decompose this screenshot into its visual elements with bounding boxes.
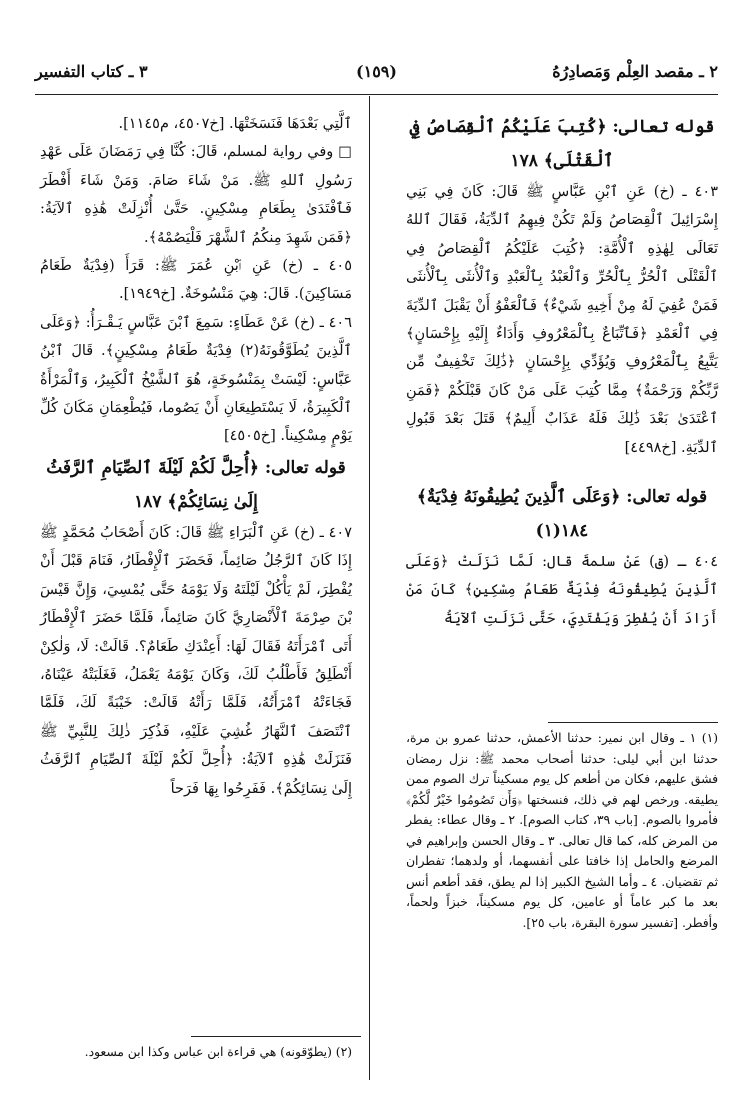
- column-divider: [369, 96, 370, 1080]
- muslim-narration: □ وفي رواية لمسلم، قَالَ: كُنَّا فِي رَمَضَانَ عَلَى عَهْدِ رَسُولِ ٱللهِ ﷺ. مَنْ شَاءَ صَامَ. وَمَنْ شَاءَ أَفْطَرَ فَٱفْتَدَىٰ بِطَعَامِ مِسْكِينٍ. حَتَّىٰ أُنْزِلَتْ هَٰذِهِ ٱلآيَةُ: ﴿فَمَن شَهِدَ مِنكُمُ ٱلشَّهْرَ فَلْيَصُمْهُ﴾.: [40, 144, 352, 246]
- verse-heading-187: قوله تعالى: ﴿أُحِلَّ لَكُمْ لَيْلَةَ ٱلصِّيَامِ ٱلرَّفَثُ إِلَىٰ نِسَائِكُمْ﴾ ١٨٧: [46, 457, 346, 512]
- footnote-1: (١) ١ ـ وقال ابن نمير: حدثنا الأعمش، حدثنا عمرو بن مرة، حدثنا ابن أبي ليلى: حدثنا أصحاب محمد ﷺ: نزل رمضان فشق عليهم، فكان من أطعم كل يوم مسكيناً ترك الصوم ممن يطيقه. ورخص لهم في ذلك، فنسختها ﴿وَأَن تَصُومُوا خَيْرٌ لَّكُمْ﴾ فأمروا بالصوم. [باب ٣٩، كتاب الصوم]. ٢ ـ وقال عطاء: يفطر من المرض كله، كما قال تعالى. ٣ ـ وقال الحسن وإبراهيم في المرضع والحامل إذا خافتا على أنفسهما، أو ولدهما؛ تفطران ثم تقضيان. ٤ ـ وأما الشيخ الكبير إذا لم يطق، فقد أطعم أنس بعد ما كبر عاماً أو عامين، كل يوم مسكيناً، خبزاً ولحماً، وأفطر. [تفسير سورة البقرة، باب ٢٥].: [406, 731, 719, 930]
- right-column: [406, 110, 718, 633]
- footnote-2: (٢) (يطوّقونه) هي قراءة ابن عباس وكذا ابن مسعود.: [84, 1045, 352, 1059]
- page-header: [35, 58, 718, 92]
- hadith-404-continuation: ٱلَّتِي بَعْدَهَا فَنَسَخَتْهَا. [خ٤٥٠٧، م١١٤٥].: [118, 116, 352, 132]
- footnote-rule-right: [548, 722, 718, 723]
- hadith-406: ٤٠٦ ـ (خ) عَنْ عَطَاءٍ: سَمِعَ ٱبْنَ عَبَّاسٍ يَـقْـرَأُ: ﴿وَعَلَى ٱلَّذِينَ يُطَوَّقُونَهُ(٢) فِدْيَةٌ طَعَامُ مِسْكِينٍ﴾. قَالَ ٱبْنُ عَبَّاسٍ: لَيْسَتْ بِمَنْسُوخَةٍ، هُوَ ٱلشَّيْخُ ٱلْكَبِيرُ، وَٱلْمَرْأَةُ ٱلْكَبِيرَةُ، لَا يَسْتَطِيعَانِ أَنْ يَصُوما، فَيُطْعِمَانِ مَكَانَ كُلِّ يَوْمٍ مِسْكِيناً. [خ٤٥٠٥]: [40, 314, 352, 445]
- header-book-title: ٣ ـ كتاب التفسير: [35, 62, 148, 81]
- hadith-403: ٤٠٣ ـ (خ) عَنِ ٱبْنِ عَبَّاسٍ ﷺ قَالَ: كَانَ فِي بَنِي إِسْرَائِيلَ ٱلْقِصَاصُ وَلَمْ تَكُنْ فِيهِمُ ٱلدِّيَةُ، فَقَالَ ٱللهُ تَعَالَى لِهٰذِهِ ٱلْأُمَّةِ: ﴿كُتِبَ عَلَيْكُمُ ٱلْقِصَاصُ فِي ٱلْقَتْلَى ٱلْحُرُّ بِٱلْحُرِّ وَٱلْعَبْدُ بِٱلْعَبْدِ وَٱلْأُنثَى بِٱلْأُنثَى فَمَنْ عُفِيَ لَهُ مِنْ أَخِيهِ شَيْءٌ﴾ فَٱلْعَفْوُ أَنْ يَقْبَلَ ٱلدِّيَةَ فِي ٱلْعَمْدِ ﴿فَٱتِّبَاعٌ بِٱلْمَعْرُوفِ وَأَدَاءٌ إِلَيْهِ بِإِحْسَانٍ﴾ يَتَّبِعُ بِٱلْمَعْرُوفِ وَيُؤَدِّي بِإِحْسَانٍ ﴿ذَٰلِكَ تَخْفِيفٌ مِّن رَّبِّكُمْ وَرَحْمَةٌ﴾ مِمَّا كُتِبَ عَلَى مَنْ كَانَ قَبْلَكُمْ ﴿فَمَنِ ٱعْتَدَىٰ بَعْدَ ذَٰلِكَ فَلَهُ عَذَابٌ أَلِيمٌ﴾ قَتَلَ بَعْدَ قَبُولِ ٱلدِّيَةِ. [خ٤٤٩٨]: [406, 184, 718, 456]
- header-section-title: ٢ ـ مقصد العِلْم وَمَصادِرُهُ: [552, 62, 718, 81]
- page-number: (١٥٩): [356, 62, 397, 81]
- left-column: [40, 110, 352, 803]
- header-rule: [35, 94, 718, 95]
- hadith-405: ٤٠٥ ـ (خ) عَنِ ٱبْنِ عُمَرَ ﷺ: قَرَأَ (فِدْيَةٌ طَعَامُ مَسَاكِينَ). قَالَ: هِيَ مَنْسُوخَةٌ. [خ١٩٤٩].: [40, 258, 352, 303]
- hadith-407: ٤٠٧ ـ (خ) عَنِ ٱلْبَرَاءِ ﷺ قَالَ: كَانَ أَصْحَابُ مُحَمَّدٍ ﷺ إِذَا كَانَ ٱلرَّجُلُ صَائِماً، فَحَضَرَ ٱلْإِفْطَارُ، فَنَامَ قَبْلَ أَنْ يُفْطِرَ، لَمْ يَأْكُلْ لَيْلَتَهُ وَلَا يَوْمَهُ حَتَّى يُمْسِيَ، وَإِنَّ قَيْسَ بْنَ صِرْمَةَ ٱلْأَنْصَارِيَّ كَانَ صَائِماً، فَلَمَّا حَضَرَ ٱلْإِفْطَارُ أَتَى ٱمْرَأَتَهُ فَقَالَ لَهَا: أَعِنْدَكِ طَعَامٌ؟. قَالَتْ: لَا، وَلٰكِنْ أَنْطَلِقُ فَأَطْلُبُ لَكَ، وَكَانَ يَوْمَهُ يَعْمَلُ، فَغَلَبَتْهُ عَيْنَاهُ، فَجَاءَتْهُ ٱمْرَأَتُهُ، فَلَمَّا رَأَتْهُ قَالَتْ: خَيْبَةً لَكَ، فَلَمَّا ٱنْتَصَفَ ٱلنَّهَارُ غُشِيَ عَلَيْهِ، فَذُكِرَ ذٰلِكَ لِلنَّبِيِّ ﷺ فَنَزَلَتْ هَٰذِهِ ٱلآيَةُ: ﴿أُحِلَّ لَكُمْ لَيْلَةَ ٱلصِّيَامِ ٱلرَّفَثُ إِلَىٰ نِسَائِكُمْ﴾. فَفَرِحُوا بِهَا فَرَحاً: [40, 524, 352, 797]
- verse-heading-178: قوله تعالى: ﴿كُتِبَ عَلَيْكُمُ ٱلْقِصَاصُ فِي ٱلْقَتْلَى﴾ ١٧٨: [409, 117, 715, 171]
- verse-heading-184: قوله تعالى: ﴿وَعَلَى ٱلَّذِينَ يُطِيقُونَهُ فِدْيَةٌ﴾ ١٨٤(١): [416, 487, 708, 542]
- hadith-404: ٤٠٤ ـ (ق) عَنْ سلمةَ قال: لَمَّا نَزَلَتْ ﴿وَعَلَى ٱلَّذِينَ يُطِيقُونَهُ فِدْيَةٌ طَعَامُ مِسْكِينٍ﴾ كَانَ مَنْ أَرَادَ أَنْ يُفْطِرَ وَيَفْتَدِيَ، حَتَّى نَزَلَتِ ٱلآيَةُ: [406, 554, 718, 627]
- footnote-rule-left: [191, 1036, 361, 1037]
